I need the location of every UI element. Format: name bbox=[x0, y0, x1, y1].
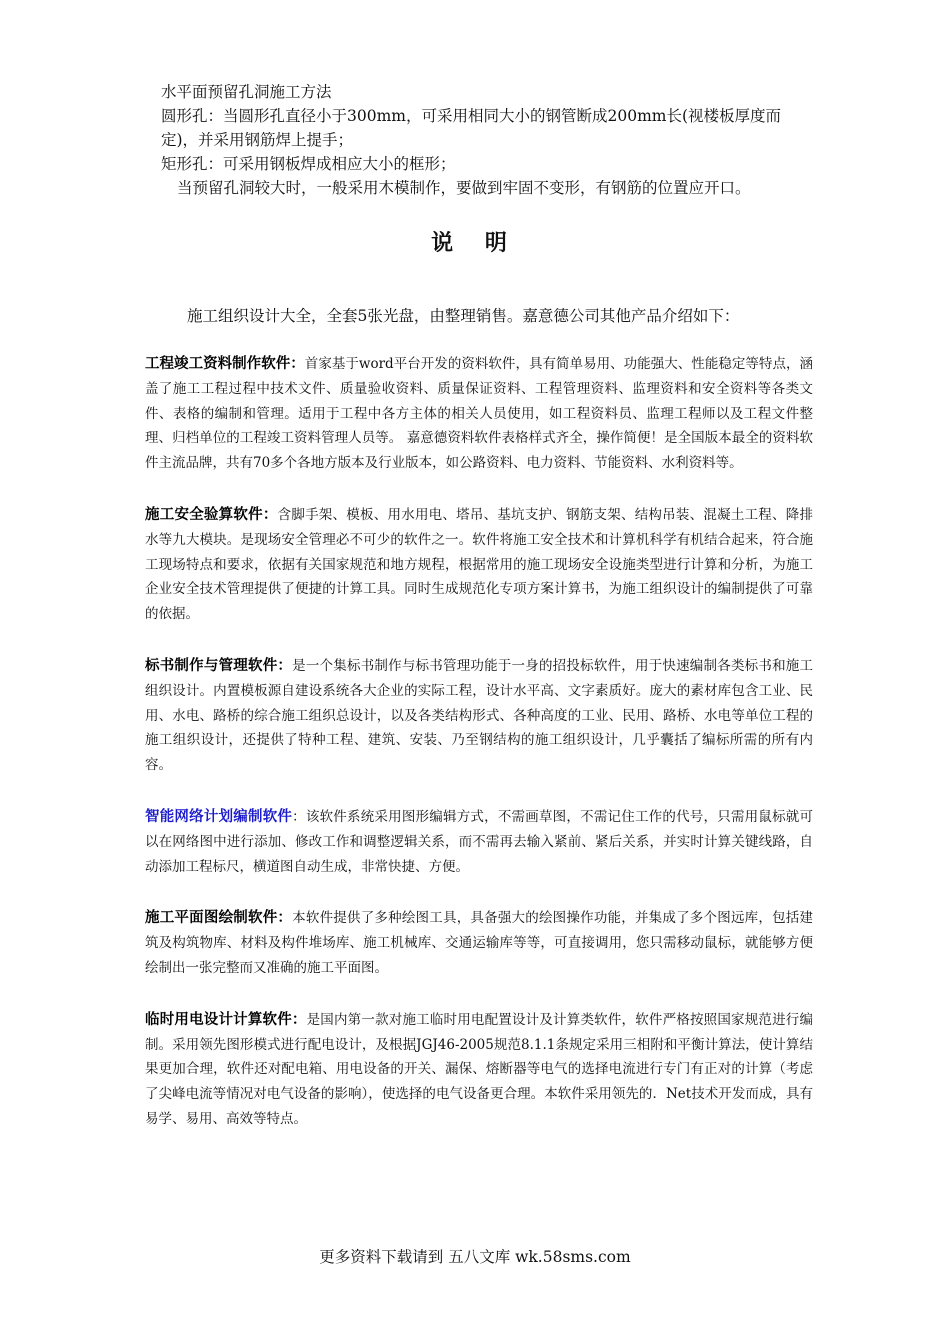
product-name-link[interactable]: 智能网络计划编制软件 bbox=[145, 808, 293, 825]
product-description: 首家基于word平台开发的资料软件，具有简单易用、功能强大、性能稳定等特点，涵盖了施工工程过程中技术文件、质量验收资料、质量保证资料、工程管理资料、监理资料和安全资料等各类文件、表格的编制和管理。适用于工程中各方主体的相关人员使用，如工程资料员、监理工程师以及工程文件整理、归档单位的工程竣工资料管理人员等。 嘉意德资料软件表格样式齐全，操作简便！是全国版本最全的资料软件主流品牌，共有70多个各地方版本及行业版本，如公路资料、电力资料、节能资料、水利资料等。 bbox=[145, 356, 814, 472]
product-item bbox=[145, 1008, 813, 1132]
intro-rect-hole: 矩形孔：可采用钢板焊成相应大小的框形； bbox=[161, 155, 456, 173]
footer-download-link[interactable]: 更多资料下载请到 五八文库 wk.58sms.com bbox=[319, 1248, 631, 1266]
product-item bbox=[145, 352, 813, 476]
product-name: 标书制作与管理软件： bbox=[145, 657, 293, 674]
product-list bbox=[145, 352, 813, 1159]
product-name: 施工平面图绘制软件： bbox=[145, 910, 293, 927]
product-name: 施工安全验算软件： bbox=[145, 506, 278, 523]
product-description: 是一个集标书制作与标书管理功能于一身的招投标软件，用于快速编制各类标书和施工组织设计。内置模板源自建设系统各大企业的实际工程，设计水平高、文字素质好。庞大的素材库包含工业、民用、水电、路桥的综合施工组织总设计，以及各类结构形式、各种高度的工业、民用、路桥、水电等单位工程的施工组织设计，还提供了特种工程、建筑、安装、乃至钢结构的施工组织设计，几乎囊括了编标所需的所有内容。 bbox=[145, 657, 814, 774]
page-title: 说 明 bbox=[431, 231, 519, 256]
product-item bbox=[145, 503, 813, 627]
intro-large-hole: 当预留孔洞较大时，一般采用木模制作，要做到牢固不变形，有钢筋的位置应开口。 bbox=[177, 179, 751, 197]
product-description: ：该软件系统采用图形编辑方式，不需画草图，不需记住工作的代号，只需用鼠标就可以在网络图中进行添加、修改工作和调整逻辑关系，而不需再去输入紧前、紧后关系，并实时计算关键线路，自动添加工程标尺，横道图自动生成，非常快捷、方便。 bbox=[145, 808, 814, 875]
product-description: 是国内第一款对施工临时用电配置设计及计算类软件，软件严格按照国家规范进行编制。采用领先图形模式进行配电设计，及根据JGJ46-2005规范8.1.1条规定采用三相附和平衡计算法，使计算结果更加合理，软件还对配电箱、用电设备的开关、漏保、熔断器等电气的选择电流进行专门有正对的计算（考虑了尖峰电流等情况对电气设备的影响），使选择的电气设备更合理。本软件采用领先的．Net技术开发而成，具有易学、易用、高效等特点。 bbox=[145, 1011, 814, 1127]
intro-section bbox=[145, 80, 815, 200]
intro-round-hole: 圆形孔：当圆形孔直径小于300mm，可采用相同大小的钢管断成200mm长(视楼板厚度而定)，并采用钢筋焊上提手； bbox=[161, 107, 782, 149]
product-name: 临时用电设计计算软件： bbox=[145, 1011, 307, 1028]
lead-paragraph: 施工组织设计大全，全套5张光盘，由整理销售。嘉意德公司其他产品介绍如下： bbox=[187, 307, 740, 325]
product-item bbox=[145, 805, 813, 879]
product-item bbox=[145, 654, 813, 778]
intro-heading: 水平面预留孔洞施工方法 bbox=[161, 83, 332, 101]
product-name: 工程竣工资料制作软件： bbox=[145, 356, 305, 372]
product-description: 含脚手架、模板、用水用电、塔吊、基坑支护、钢筋支架、结构吊装、混凝土工程、降排水等九大模块。是现场安全管理必不可少的软件之一。软件将施工安全技术和计算机科学有机结合起来，符合施工现场特点和要求，依据有关国家规范和地方规程，根据常用的施工现场安全设施类型进行计算和分析，为施工企业安全技术管理提供了便捷的计算工具。同时生成规范化专项方案计算书，为施工组织设计的编制提供了可靠的依据。 bbox=[145, 506, 814, 623]
product-item bbox=[145, 906, 813, 980]
product-description: 本软件提供了多种绘图工具，具备强大的绘图操作功能，并集成了多个图远库，包括建筑及构筑物库、材料及构件堆场库、施工机械库、交通运输库等等，可直接调用，您只需移动鼠标，就能够方便绘制出一张完整而又准确的施工平面图。 bbox=[145, 910, 814, 976]
